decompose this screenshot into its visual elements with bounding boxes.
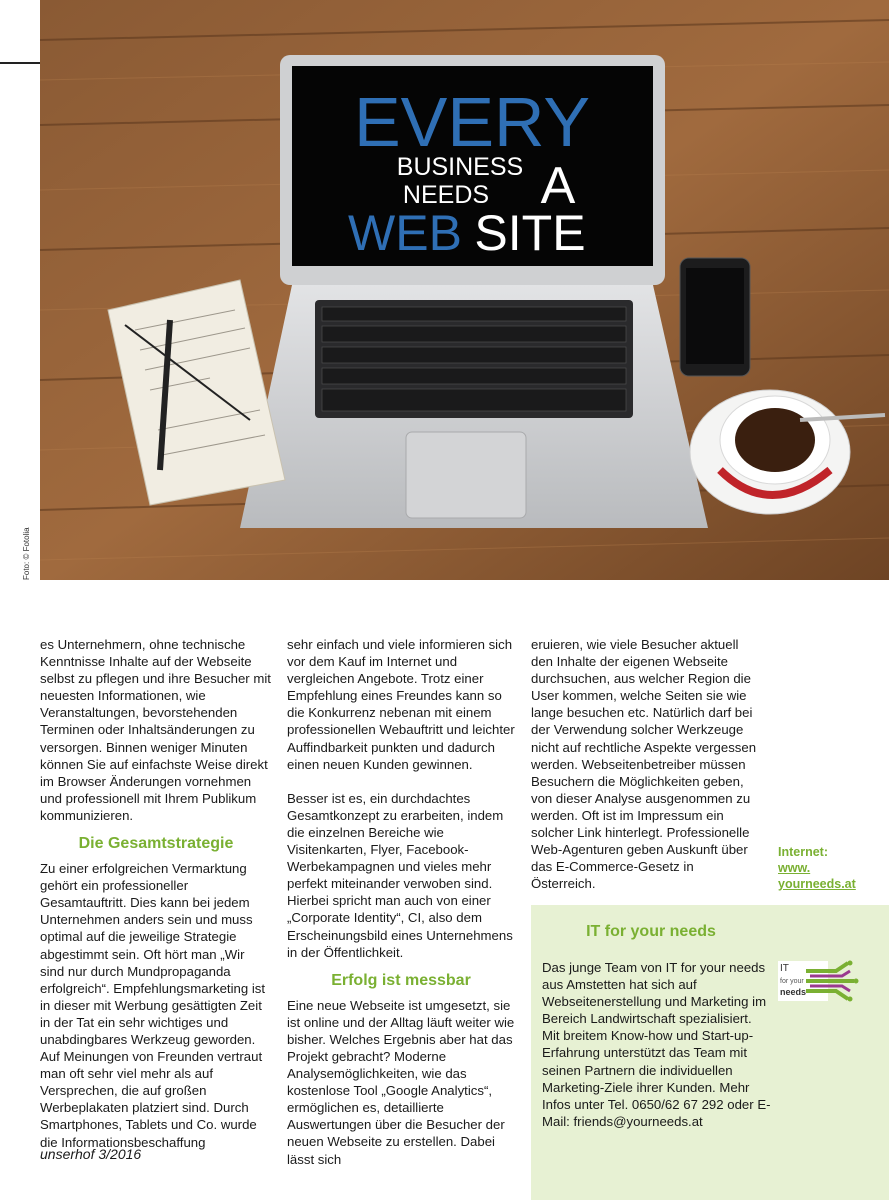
- laptop: [240, 55, 708, 528]
- info-box: [531, 905, 889, 1200]
- top-left-rule: [0, 62, 40, 64]
- magazine-footer: unserhof 3/2016: [40, 1146, 142, 1162]
- col2-paragraph-3: Eine neue Webseite ist umgesetzt, sie ist online und der Alltag läuft weiter wie bisher. Welches Ergebnis aber hat das Projekt gebracht? Moderne Analysemöglichkeiten, wie das kostenlose Tool „Google Analytics“, ermöglichen es, detaillierte Auswertungen über die Besucher der neuen Webseite zu erstellen. Dabei lässt sich: [287, 997, 515, 1167]
- info-box-text: [542, 959, 772, 1130]
- internet-info: [778, 844, 883, 892]
- col2-paragraph-2: Besser ist es, ein durchdachtes Gesamtkonzept zu erarbeiten, indem die einzelnen Bereiche wie Visitenkarten, Flyer, Facebook-Werbekampagnen und vieles mehr perfekt miteinander verwoben sind. Hierbei spricht man auch von einer „Corporate Identity“, CI, also dem Erscheinungsbild eines Unternehmens in der Öffentlichkeit.: [287, 790, 513, 960]
- logo-text-foryour: for your: [780, 978, 804, 985]
- article-column-3: [531, 636, 761, 892]
- internet-label: Internet:: [778, 845, 828, 859]
- logo-text-needs: needs: [780, 987, 807, 997]
- logo-text-it: IT: [780, 963, 789, 974]
- col3-paragraph-1: eruieren, wie viele Besucher aktuell den Inhalte der eigenen Webseite durchsuchen, aus welcher Region die User kommen, welche Seiten sie wie lange besuchen etc. Natürlich darf bei der Verwendung solcher Werkzeuge nicht auf rechtliche Aspekte vergessen werden. Webseitenbetreiber müssen Besuchern die Möglichkeiten geben, von dieser Analyse ausgenommen zu werden. Oft ist im Impressum ein solcher Link hinterlegt. Professionelle Web-Agenturen geben Auskunft über das E-Commerce-Gesetz in Österreich.: [531, 637, 757, 892]
- header-photo: [40, 0, 889, 580]
- screen-needs: NEEDS: [402, 181, 490, 209]
- screen-every: EVERY: [353, 83, 591, 161]
- info-box-title: IT for your needs: [586, 923, 716, 940]
- heading-erfolg: Erfolg ist messbar: [331, 971, 471, 989]
- screen-site: SITE: [474, 205, 586, 261]
- article-column-1: [40, 636, 272, 1151]
- info-box-paragraph: Das junge Team von IT for your needs aus Amstetten hat sich auf Webseitenerstellung und Marketing im Bereich Landwirtschaft spezialisiert. Mit breitem Know-how und Start-up-Erfahrung unterstützt das Team mit seinen Partnern die individuellen Marketing-Ziele ihrer Kunden. Mehr Infos unter Tel. 0650/62 67 292 oder E-Mail: friends@yourneeds.at: [542, 960, 771, 1129]
- photo-credit: Foto: © Fotolia: [22, 527, 31, 580]
- article-column-2: [287, 636, 515, 1168]
- website-link-line2[interactable]: yourneeds.at: [778, 877, 856, 891]
- heading-gesamtstrategie: Die Gesamtstrategie: [78, 835, 234, 853]
- screen-business: BUSINESS: [396, 153, 524, 181]
- it-for-your-needs-logo: [776, 955, 864, 1007]
- col1-paragraph-2: Zu einer erfolgreichen Vermarktung gehört ein professioneller Gesamtauftritt. Dies kann bei jedem Unternehmen anders sein und muss optimal auf die jeweilige Strategie abgestimmt sein. Oft hört man „Wir sind nur durch Mundpropaganda erfolgreich“. Empfehlungsmarketing ist in dieser mit Werbung gesättigten Zeit in der Tat ein sehr wichtiges und unabdingbares Werkzeug geworden. Auf Meinungen von Freunden vertraut man oft sehr viel mehr als auf Versprechen, die auf großen Werbeplakaten platziert sind. Durch Smartphones, Tablets und Co. wurde die Informationsbeschaffung: [40, 861, 266, 1150]
- website-link-line1[interactable]: www.: [778, 861, 811, 875]
- col2-paragraph-1: sehr einfach und viele informieren sich vor dem Kauf im Internet und vergleichen Angebote. Trotz einer Empfehlung eines Freundes kann so die Konkurrenz nebenan mit einem professionellen Webauftritt und leichter Auffindbarkeit punkten und dadurch einen neuen Kunden gewinnen.: [287, 637, 515, 772]
- screen-web: WEB: [348, 205, 462, 261]
- col1-paragraph-1: es Unternehmern, ohne technische Kenntnisse Inhalte auf der Webseite selbst zu pflegen und ihre Besucher mit neuesten Informationen, wie Veranstaltungen, bevorstehenden Terminen oder Inhaltsänderungen zu versorgen. Binnen weniger Minuten können Sie auf einfachste Weise direkt im Browser Änderungen vornehmen und professionell mit Ihrem Publikum kommunizieren.: [40, 637, 271, 823]
- screen-a: A: [540, 157, 576, 215]
